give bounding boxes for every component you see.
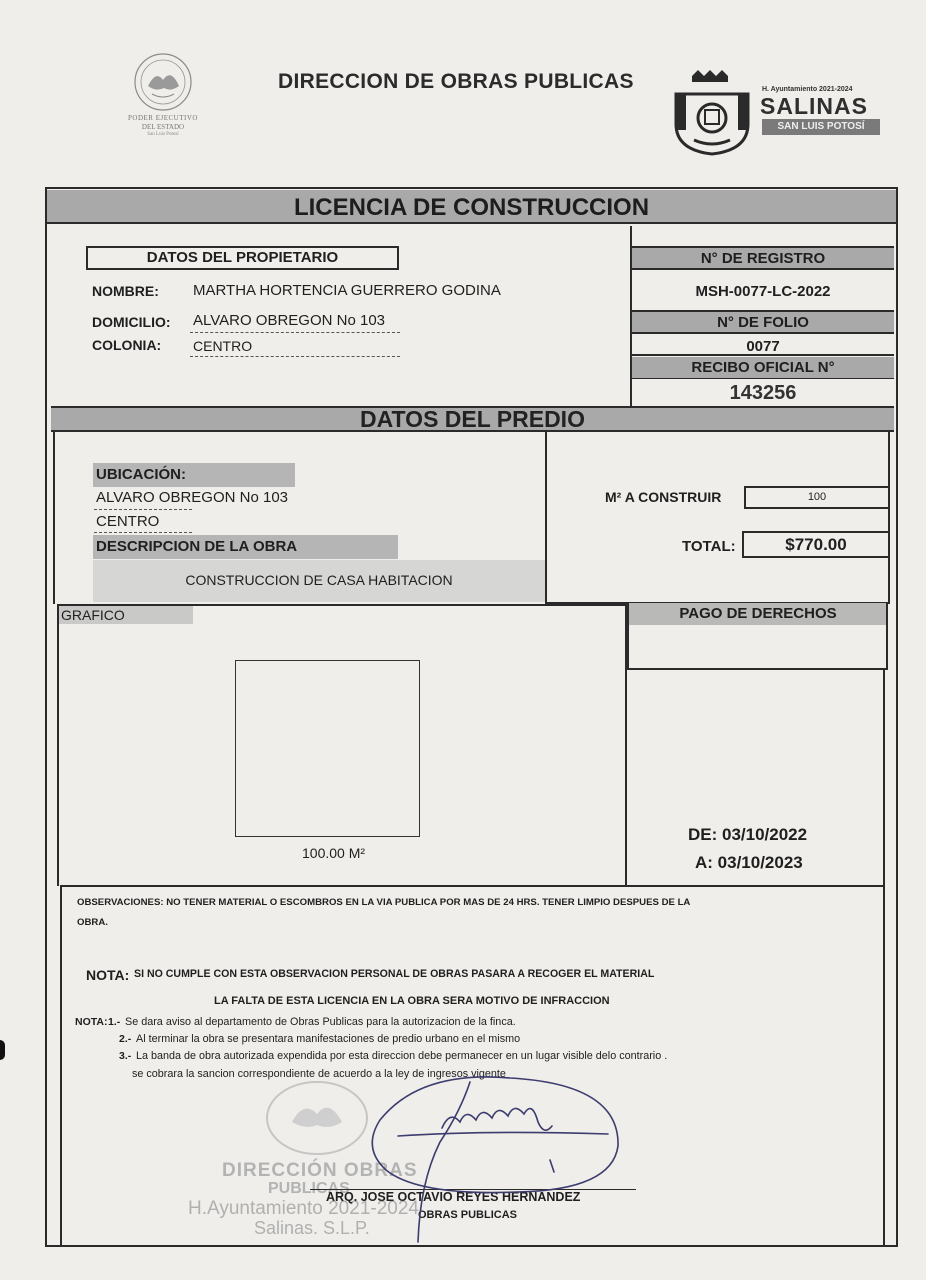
observaciones-line-2: OBRA. [77, 917, 108, 928]
colonia-label: COLONIA: [92, 337, 162, 353]
salinas-coat-of-arms-icon [672, 68, 752, 156]
m2-value: 100 [744, 486, 890, 509]
seal-text-2: DEL ESTADO [141, 123, 185, 131]
descripcion-value: CONSTRUCCION DE CASA HABITACION [185, 572, 453, 588]
predio-right-section [547, 432, 890, 604]
predio-title: DATOS DEL PREDIO [360, 406, 585, 432]
stamp-line-4: Salinas. S.L.P. [254, 1218, 370, 1238]
ubicacion-line-1: ALVARO OBREGON No 103 [96, 489, 289, 506]
pago-box [627, 603, 888, 670]
municipality-name: SALINAS [760, 93, 868, 119]
grafico-area: 100.00 M² [302, 845, 366, 861]
colonia-value: CENTRO [193, 338, 253, 354]
total-value: $770.00 [742, 531, 890, 558]
falta-text: LA FALTA DE ESTA LICENCIA EN LA OBRA SERA MOTIVO DE INFRACCION [214, 995, 610, 1007]
municipality-state-badge: SAN LUIS POTOSÍ [762, 119, 880, 135]
signer-name: ARQ. JOSE OCTAVIO REYES HERNANDEZ [326, 1190, 581, 1204]
page-title: DIRECCION DE OBRAS PUBLICAS [278, 70, 634, 93]
ubicacion-underline-2 [94, 532, 192, 533]
stamp-line-1: DIRECCIÓN OBRAS [222, 1160, 418, 1181]
observaciones-line-1: OBSERVACIONES: NO TENER MATERIAL O ESCOMBROS EN LA VIA PUBLICA POR MAS DE 24 HRS. TENER LIMPIO DESPUES DE LA [77, 897, 691, 908]
nota-item-1-num: 1.- [108, 1016, 121, 1028]
colonia-underline [190, 356, 400, 357]
stamp-seal-icon [262, 1078, 372, 1158]
nota-item-3: La banda de obra autorizada expendida por esta direccion debe permanecer en un lugar visible delo contrario . [136, 1050, 668, 1062]
descripcion-label: DESCRIPCION DE LA OBRA [93, 535, 398, 559]
nota-item-2-num: 2.- [119, 1033, 132, 1045]
valid-to: A: 03/10/2023 [695, 853, 803, 872]
nota-item-3-cont: se cobrara la sancion correspondiente de acuerdo a la ley de ingresos vigente [132, 1068, 506, 1080]
total-label: TOTAL: [682, 538, 736, 555]
owner-section-label: DATOS DEL PROPIETARIO [86, 246, 399, 270]
m2-label: M² A CONSTRUIR [605, 489, 722, 505]
seal-text-1: PODER EJECUTIVO [128, 114, 198, 122]
signer-title: OBRAS PUBLICAS [418, 1209, 518, 1221]
nota-item-3-num: 3.- [119, 1050, 132, 1062]
nombre-label: NOMBRE: [92, 283, 159, 299]
nota-label: NOTA: [86, 967, 130, 983]
folio-label: N° DE FOLIO [632, 312, 894, 334]
seal-text-3: San Luis Potosí [147, 132, 179, 137]
stamp-line-3: H.Ayuntamiento 2021-2024 [188, 1198, 419, 1219]
ubicacion-line-2: CENTRO [96, 513, 160, 530]
nota-text: SI NO CUMPLE CON ESTA OBSERVACION PERSONAL DE OBRAS PASARA A RECOGER EL MATERIAL [134, 968, 655, 980]
state-seal-logo [112, 50, 214, 145]
nota2-label: NOTA: [75, 1016, 108, 1028]
nota-item-2: Al terminar la obra se presentara manifestaciones de predio urbano en el mismo [136, 1033, 521, 1045]
grafico-plot-square [235, 660, 420, 837]
page-binding-mark [0, 1040, 5, 1060]
domicilio-value: ALVARO OBREGON No 103 [193, 312, 386, 329]
folio-value: 0077 [632, 336, 894, 356]
registro-label: N° DE REGISTRO [632, 248, 894, 270]
registro-value: MSH-0077-LC-2022 [632, 272, 894, 312]
domicilio-underline [190, 332, 400, 333]
pago-label: PAGO DE DERECHOS [629, 603, 887, 625]
grafico-label: GRAFICO [59, 606, 193, 624]
stamp-line-2: PUBLICAS [268, 1180, 350, 1197]
recibo-value: 143256 [729, 382, 797, 404]
domicilio-label: DOMICILIO: [92, 314, 171, 330]
recibo-label: RECIBO OFICIAL N° [632, 357, 894, 379]
registry-top-blank [632, 226, 894, 248]
municipality-small-text: H. Ayuntamiento 2021-2024 [762, 86, 853, 93]
nota-item-1: Se dara aviso al departamento de Obras Publicas para la autorizacion de la finca. [125, 1016, 516, 1028]
form-title: LICENCIA DE CONSTRUCCION [293, 194, 650, 221]
nombre-value: MARTHA HORTENCIA GUERRERO GODINA [193, 282, 501, 299]
valid-from: DE: 03/10/2022 [688, 825, 808, 844]
ubicacion-label: UBICACIÓN: [93, 463, 295, 487]
ubicacion-underline [94, 509, 192, 510]
